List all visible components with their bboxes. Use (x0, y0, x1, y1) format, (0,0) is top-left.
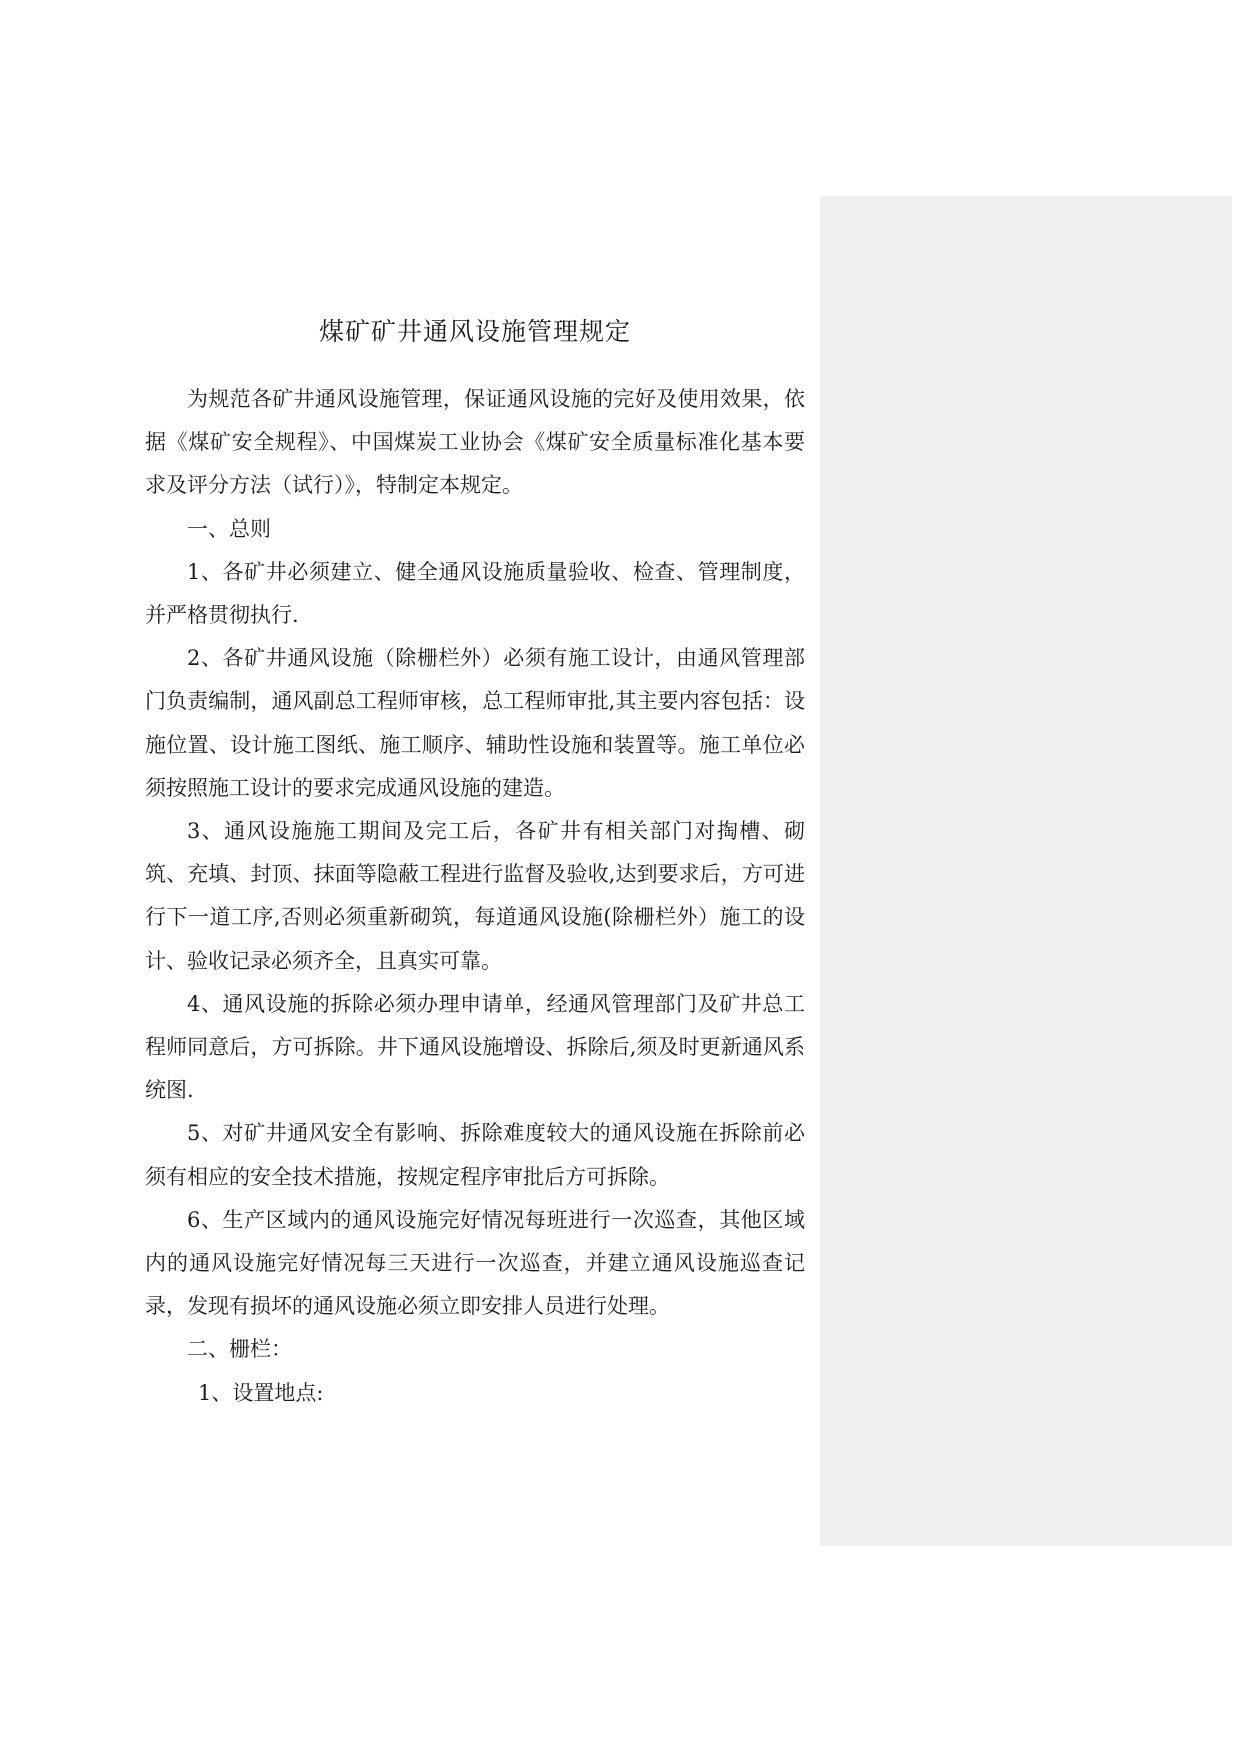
section-heading-general: 一、总则 (187, 516, 271, 541)
document-title: 煤矿矿井通风设施管理规定 (318, 317, 631, 346)
comment-margin-pane (820, 196, 1232, 1546)
intro-paragraph: 为规范各矿井通风设施管理，保证通风设施的完好及使用效果，依据《煤矿安全规程》、中国煤炭工业协会《煤矿安全质量标准化基本要求及评分方法（试行）》，特制定本规定。 (145, 387, 805, 498)
clause-2-paragraph: 2、各矿井通风设施（除栅栏外）必须有施工设计，由通风管理部门负责编制，通风副总工程师审核，总工程师审批,其主要内容包括：设施位置、设计施工图纸、施工顺序、辅助性设施和装置等。施工单位必须按照施工设计的要求完成通风设施的建造。 (145, 646, 805, 800)
clause-3-paragraph: 3、通风设施施工期间及完工后，各矿井有相关部门对掏槽、砌筑、充填、封顶、抹面等隐蔽工程进行监督及验收,达到要求后，方可进行下一道工序,否则必须重新砌筑，每道通风设施(除栅栏外）施工的设计、验收记录必须齐全，且真实可靠。 (145, 819, 805, 973)
clause-4-paragraph: 4、通风设施的拆除必须办理申请单，经通风管理部门及矿井总工程师同意后，方可拆除。井下通风设施增设、拆除后,须及时更新通风系统图. (145, 991, 805, 1103)
section-heading-fence: 二、栅栏： (187, 1337, 292, 1362)
document-body (145, 378, 805, 1415)
clause-1-paragraph: 1、各矿井必须建立、健全通风设施质量验收、检查、管理制度，并严格贯彻执行. (145, 559, 805, 628)
clause-5-paragraph: 5、对矿井通风安全有影响、拆除难度较大的通风设施在拆除前必须有相应的安全技术措施，按规定程序审批后方可拆除。 (145, 1121, 805, 1189)
subsection-location: 1、设置地点: (198, 1380, 324, 1405)
clause-6-paragraph: 6、生产区域内的通风设施完好情况每班进行一次巡查，其他区域内的通风设施完好情况每三天进行一次巡查，并建立通风设施巡查记录，发现有损坏的通风设施必须立即安排人员进行处理。 (145, 1207, 805, 1319)
